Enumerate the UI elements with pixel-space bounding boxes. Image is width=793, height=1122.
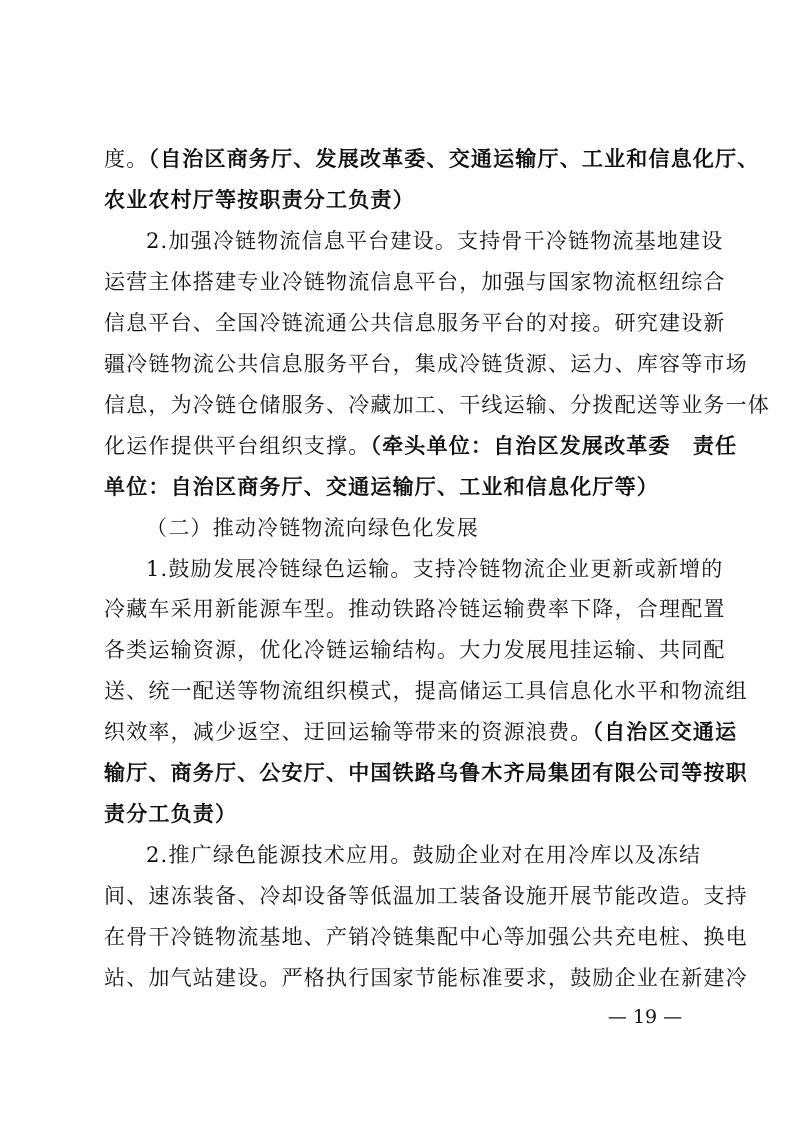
text-line-9 <box>104 469 694 505</box>
line-14-segment-1: 送、统一配送等物流组织模式，提高储运工具信息化水平和物流组 <box>104 679 748 703</box>
text-line-13 <box>104 632 726 668</box>
text-line-4 <box>104 264 726 300</box>
line-6-segment-1: 疆冷链物流公共信息服务平台，集成冷链货源、运力、库容等市场 <box>104 352 748 376</box>
line-15-segment-1: 织效率，减少返空、迂回运输等带来的资源浪费。 <box>104 720 593 744</box>
text-line-21 <box>104 960 748 996</box>
line-1-segment-1: 度。 <box>104 147 149 171</box>
line-18-segment-1: 2.推广绿色能源技术应用。鼓励企业对在用冷库以及冻结 <box>146 843 702 867</box>
text-line-11 <box>146 551 724 587</box>
text-line-19 <box>104 878 748 914</box>
line-17-segment-1: 责分工负责） <box>104 801 238 826</box>
line-7-segment-1: 信息，为冷链仓储服务、冷藏加工、干线运输、分拨配送等业务一体 <box>104 393 770 417</box>
line-1-segment-2: （自治区商务厅、发展改革委、交通运输厅、工业和信息化厅、 <box>148 146 760 171</box>
line-8-segment-2: （牵头单位：自治区发展改革委 责任 <box>370 433 738 458</box>
line-21-segment-1: 站、加气站建设。严格执行国家节能标准要求，鼓励企业在新建冷 <box>104 966 748 990</box>
text-line-17 <box>104 796 694 832</box>
line-5-segment-1: 信息平台、全国冷链流通公共信息服务平台的对接。研究建设新 <box>104 311 726 335</box>
text-line-3 <box>146 223 724 259</box>
line-15-segment-2: （自治区交通运 <box>592 719 738 744</box>
text-line-8 <box>104 428 738 464</box>
text-line-18 <box>146 837 702 873</box>
section-heading <box>146 510 694 546</box>
line-8-segment-1: 化运作提供平台组织支撑。 <box>104 434 371 458</box>
line-16-segment-1: 输厅、商务厅、公安厅、中国铁路乌鲁木齐局集团有限公司等按职 <box>104 760 748 785</box>
text-line-5 <box>104 305 726 341</box>
line-12-segment-1: 冷藏车采用新能源车型。推动铁路冷链运输费率下降，合理配置 <box>104 597 726 621</box>
text-line-15 <box>104 714 738 750</box>
line-3-segment-1: 2.加强冷链物流信息平台建设。支持骨干冷链物流基地建设 <box>146 229 724 253</box>
line-4-segment-1: 运营主体搭建专业冷链物流信息平台，加强与国家物流枢纽综合 <box>104 270 726 294</box>
page-number: — 19 — <box>607 1006 683 1028</box>
line-20-segment-1: 在骨干冷链物流基地、产销冷链集配中心等加强公共充电桩、换电 <box>104 925 748 949</box>
line-10-segment-1: （二）推动冷链物流向绿色化发展 <box>146 516 479 540</box>
line-19-segment-1: 间、速冻装备、冷却设备等低温加工装备设施开展节能改造。支持 <box>104 884 748 908</box>
text-line-6 <box>104 346 748 382</box>
text-line-2 <box>104 182 694 218</box>
text-line-12 <box>104 591 726 627</box>
text-line-1 <box>104 141 760 177</box>
text-line-16 <box>104 755 748 791</box>
line-9-segment-1: 单位：自治区商务厅、交通运输厅、工业和信息化厅等） <box>104 474 659 499</box>
line-13-segment-1: 各类运输资源，优化冷链运输结构。大力发展甩挂运输、共同配 <box>104 638 726 662</box>
text-line-14 <box>104 673 748 709</box>
line-11-segment-1: 1.鼓励发展冷链绿色运输。支持冷链物流企业更新或新增的 <box>146 557 724 581</box>
line-2-segment-1: 农业农村厅等按职责分工负责） <box>104 187 415 212</box>
text-line-20 <box>104 919 748 955</box>
text-line-7 <box>104 387 770 423</box>
